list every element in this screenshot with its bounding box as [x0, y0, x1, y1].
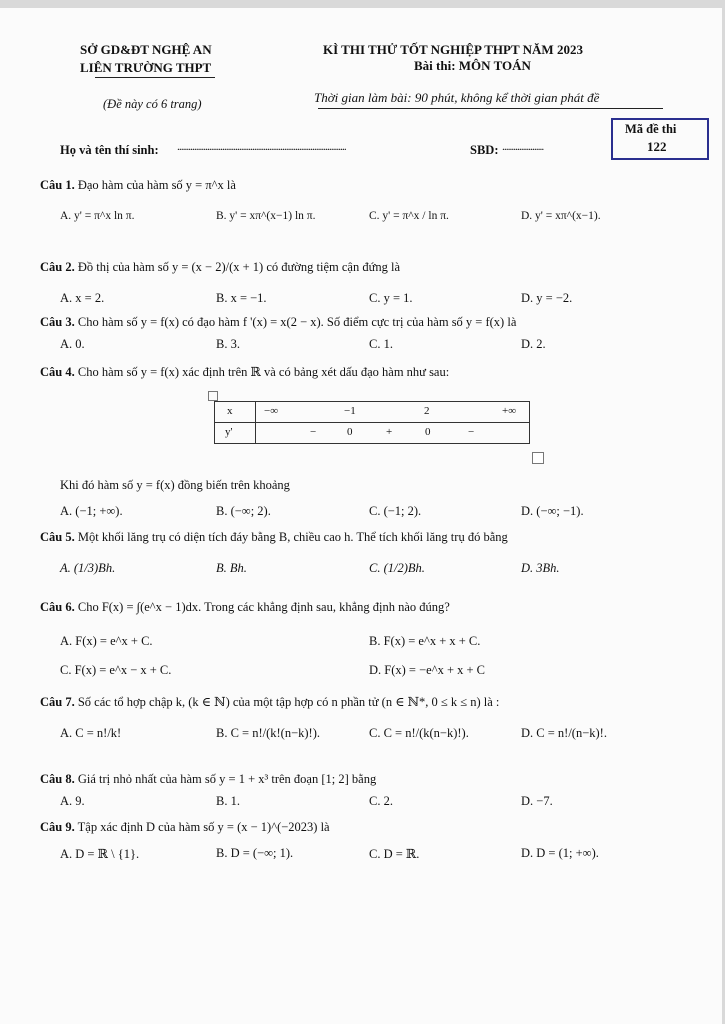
- question-text: Số các tổ hợp chập k, (k ∈ ℕ) của một tập hợp có n phần tử (n ∈ ℕ*, 0 ≤ k ≤ n) là :: [77, 695, 500, 709]
- q3-option-d[interactable]: D. 2.: [521, 337, 546, 351]
- pages-note: (Đề này có 6 trang): [103, 97, 202, 111]
- q7-option-d[interactable]: D. C = n!/(n−k)!.: [521, 726, 607, 740]
- time-note: Thời gian làm bài: 90 phút, không kể thời gian phát đề: [314, 90, 600, 105]
- question-text: Một khối lăng trụ có diện tích đáy bằng B, chiều cao h. Thể tích khối lăng trụ đó bằng: [77, 530, 508, 544]
- q8-option-a[interactable]: A. 9.: [60, 794, 85, 808]
- question-5: [40, 530, 508, 545]
- exam-page: [0, 8, 722, 1024]
- table-sign: −: [468, 426, 475, 438]
- table-sign: +: [386, 426, 393, 438]
- q8-option-d[interactable]: D. −7.: [521, 794, 553, 808]
- student-name-label: Họ và tên thí sinh:: [60, 143, 159, 157]
- q8-option-b[interactable]: B. 1.: [216, 794, 240, 808]
- exam-title: KÌ THI THỬ TỐT NGHIỆP THPT NĂM 2023: [323, 42, 583, 57]
- q1-option-c[interactable]: C. y' = π^x / ln π.: [369, 210, 449, 222]
- question-7: [40, 694, 499, 710]
- q4-option-b[interactable]: B. (−∞; 2).: [216, 504, 271, 518]
- question-text: Đồ thị của hàm số y = (x − 2)/(x + 1) có đường tiệm cận đứng là: [77, 260, 401, 274]
- q6-option-b[interactable]: B. F(x) = e^x + x + C.: [369, 634, 481, 648]
- school-name: LIÊN TRƯỜNG THPT: [80, 60, 212, 75]
- q6-option-a[interactable]: A. F(x) = e^x + C.: [60, 634, 153, 648]
- question-text: Tập xác định D của hàm số y = (x − 1)^(−2023) là: [77, 820, 330, 834]
- q4-option-a[interactable]: A. (−1; +∞).: [60, 504, 123, 518]
- q2-option-d[interactable]: D. y = −2.: [521, 291, 573, 305]
- q9-option-d[interactable]: D. D = (1; +∞).: [521, 846, 599, 860]
- question-1: [40, 178, 236, 193]
- question-text: Cho F(x) = ∫(e^x − 1)dx. Trong các khẳng định sau, khẳng định nào đúng?: [77, 600, 450, 614]
- q4-option-c[interactable]: C. (−1; 2).: [369, 504, 422, 518]
- question-label: Câu 3.: [40, 315, 75, 329]
- table-header-yprime: y': [225, 426, 233, 438]
- question-text: Đạo hàm của hàm số y = π^x là: [77, 178, 236, 192]
- question-label: Câu 8.: [40, 772, 75, 786]
- sign-table: [214, 401, 530, 444]
- table-sign: −: [310, 426, 317, 438]
- question-label: Câu 6.: [40, 600, 75, 614]
- question-2: [40, 260, 400, 275]
- q7-option-b[interactable]: B. C = n!/(k!(n−k)!).: [216, 726, 321, 740]
- table-x-value: +∞: [502, 405, 517, 417]
- q9-option-a[interactable]: A. D = ℝ \ {1}.: [60, 847, 140, 861]
- q9-option-c[interactable]: C. D = ℝ.: [369, 847, 420, 861]
- q3-option-c[interactable]: C. 1.: [369, 337, 393, 351]
- table-zero: 0: [425, 426, 431, 438]
- question-label: Câu 9.: [40, 820, 75, 834]
- sbd-label: SBD:: [470, 143, 499, 157]
- table-x-value: −∞: [264, 405, 279, 417]
- exam-code-label: Mã đề thi: [625, 122, 677, 136]
- question-label: Câu 5.: [40, 530, 75, 544]
- q2-option-a[interactable]: A. x = 2.: [60, 291, 105, 305]
- exam-code-box: [611, 118, 709, 160]
- resize-handle-icon: [532, 452, 544, 464]
- q1-option-d[interactable]: D. y' = xπ^(x−1).: [521, 210, 601, 222]
- org-name: SỞ GD&ĐT NGHỆ AN: [80, 42, 212, 57]
- table-zero: 0: [347, 426, 353, 438]
- q5-option-d[interactable]: D. 3Bh.: [521, 561, 560, 575]
- q2-option-c[interactable]: C. y = 1.: [369, 291, 413, 305]
- question-9: [40, 820, 330, 835]
- table-header-x: x: [227, 405, 233, 417]
- question-4-stem: Khi đó hàm số y = f(x) đồng biến trên khoảng: [60, 478, 290, 492]
- exam-code: 122: [647, 139, 667, 154]
- q3-option-b[interactable]: B. 3.: [216, 337, 240, 351]
- q7-option-a[interactable]: A. C = n!/k!: [60, 726, 122, 740]
- q1-option-a[interactable]: A. y' = π^x ln π.: [60, 210, 135, 222]
- q2-option-b[interactable]: B. x = −1.: [216, 291, 267, 305]
- q5-option-a[interactable]: A. (1/3)Bh.: [60, 561, 116, 575]
- q9-option-b[interactable]: B. D = (−∞; 1).: [216, 846, 294, 860]
- q8-option-c[interactable]: C. 2.: [369, 794, 393, 808]
- question-label: Câu 4.: [40, 365, 75, 379]
- question-8: [40, 772, 376, 787]
- q4-option-d[interactable]: D. (−∞; −1).: [521, 504, 584, 518]
- question-3: [40, 315, 516, 330]
- exam-subject: Bài thi: MÔN TOÁN: [414, 58, 531, 73]
- question-text: Cho hàm số y = f(x) có đạo hàm f '(x) = x(2 − x). Số điểm cực trị của hàm số y = f(x) là: [77, 315, 517, 329]
- q5-option-c[interactable]: C. (1/2)Bh.: [369, 561, 425, 575]
- anchor-icon: [208, 391, 218, 401]
- table-x-value: 2: [424, 405, 430, 417]
- question-4: [40, 364, 449, 380]
- q7-option-c[interactable]: C. C = n!/(k(n−k)!).: [369, 726, 469, 740]
- q5-option-b[interactable]: B. Bh.: [216, 561, 247, 575]
- sbd-field[interactable]: ......................: [502, 141, 544, 153]
- student-name-field[interactable]: ..........................................................................................: [177, 141, 346, 153]
- question-label: Câu 2.: [40, 260, 75, 274]
- question-label: Câu 7.: [40, 695, 75, 709]
- header-underline: [95, 77, 215, 78]
- time-underline: [318, 108, 663, 109]
- table-x-value: −1: [344, 405, 356, 417]
- q1-option-b[interactable]: B. y' = xπ^(x−1) ln π.: [216, 210, 316, 222]
- question-text: Cho hàm số y = f(x) xác định trên ℝ và có bảng xét dấu đạo hàm như sau:: [77, 365, 450, 379]
- question-text: Giá trị nhỏ nhất của hàm số y = 1 + x³ trên đoạn [1; 2] bằng: [77, 772, 377, 786]
- q3-option-a[interactable]: A. 0.: [60, 337, 85, 351]
- question-6: [40, 600, 450, 615]
- question-label: Câu 1.: [40, 178, 75, 192]
- q6-option-c[interactable]: C. F(x) = e^x − x + C.: [60, 663, 172, 677]
- q6-option-d[interactable]: D. F(x) = −e^x + x + C: [369, 663, 486, 677]
